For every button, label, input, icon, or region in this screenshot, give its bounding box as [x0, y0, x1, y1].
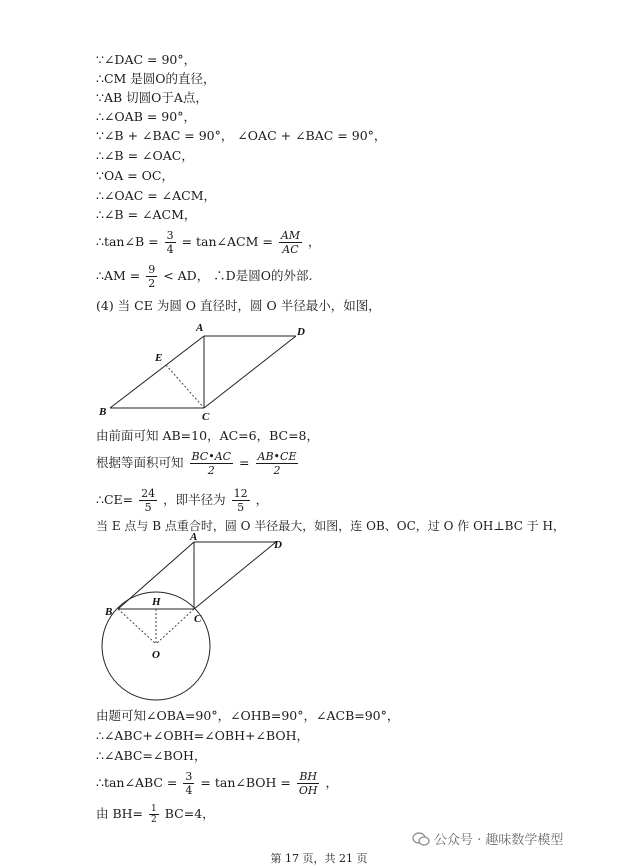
solution-line: ∵AB 切圆O于A点， — [96, 90, 208, 105]
fraction — [190, 450, 234, 477]
label-c: C — [194, 613, 202, 625]
eq-text: = tan∠ACM = — [181, 234, 273, 249]
eq-text: BC=4， — [164, 806, 215, 821]
label-b: B — [99, 406, 107, 418]
eq-text: = — [239, 455, 250, 470]
fraction — [146, 263, 157, 290]
wechat-icon — [412, 832, 430, 846]
denominator: 2 — [148, 277, 156, 290]
page-footer: 第 17 页，共 21 页 — [270, 852, 368, 865]
denominator: 2 — [207, 464, 215, 477]
numerator: BC•AC — [191, 450, 232, 463]
watermark-text: 公众号 · 趣味数学模型 — [434, 833, 564, 848]
numerator: BH — [297, 770, 320, 784]
denominator: OH — [298, 784, 318, 797]
fraction — [149, 804, 159, 825]
solution-line: ∴∠B = ∠OAC， — [96, 148, 194, 163]
figure-max-radius — [96, 532, 306, 704]
segment-ce-dashed — [166, 365, 204, 408]
denominator: 2 — [151, 815, 157, 825]
numerator: 12 — [233, 487, 248, 500]
label-e: E — [155, 352, 163, 364]
solution-line: ∴∠OAC = ∠ACM， — [96, 188, 217, 203]
solution-line: 由题可知∠OBA=90°，∠OHB=90°，∠ACB=90°， — [96, 708, 400, 723]
eq-text: 根据等面积可知 — [96, 455, 184, 470]
label-o: O — [152, 649, 160, 661]
denominator: 5 — [237, 501, 245, 514]
solution-line: ∴∠ABC=∠BOH， — [96, 748, 207, 763]
numerator: 9 — [148, 263, 156, 276]
ce-equation — [96, 487, 268, 514]
label-d: D — [274, 539, 282, 551]
area-equation — [96, 450, 300, 477]
denominator: AC — [282, 243, 299, 256]
figure-min-radius — [96, 318, 316, 424]
numerator: 24 — [141, 487, 156, 500]
eq-text: ∴tan∠B = — [96, 234, 159, 249]
fraction — [139, 487, 157, 514]
segment-ba — [110, 336, 204, 408]
label-b: B — [105, 606, 113, 618]
denominator: 2 — [273, 464, 281, 477]
bh-equation — [96, 804, 215, 825]
eq-text: ，即半径为 — [163, 492, 226, 507]
fraction — [279, 229, 302, 256]
solution-line: 当 E 点与 B 点重合时，圆 O 半径最大，如图，连 OB、OC，过 O 作 OH⊥BC 于 H， — [96, 519, 565, 533]
solution-line: ∴∠B = ∠ACM， — [96, 207, 197, 222]
numerator: 3 — [185, 770, 193, 783]
eq-text: ， — [308, 234, 321, 249]
numerator: 3 — [166, 229, 174, 242]
part-4-heading: (4) 当 CE 为圆 O 直径时，圆 O 半径最小，如图， — [96, 298, 381, 313]
eq-text: ， — [325, 775, 338, 790]
solution-line: ∵∠B + ∠BAC = 90°， ∠OAC + ∠BAC = 90°， — [96, 128, 387, 143]
label-d: D — [297, 326, 305, 338]
eq-text: = tan∠BOH = — [200, 775, 291, 790]
solution-line: ∴∠OAB = 90°， — [96, 109, 196, 124]
eq-text: ∴AM = — [96, 268, 141, 283]
solution-line: ∵OA = OC， — [96, 168, 174, 183]
segment-cd — [194, 542, 276, 609]
solution-line: ∴CM 是圆O的直径， — [96, 71, 216, 86]
tan-abc-equation — [96, 770, 338, 797]
label-c: C — [202, 411, 210, 423]
numerator: AM — [280, 229, 301, 242]
fraction — [297, 770, 320, 797]
denominator: 5 — [144, 501, 152, 514]
am-equation — [96, 263, 312, 290]
numerator: 1 — [151, 804, 157, 814]
eq-text: ∴tan∠ABC = — [96, 775, 178, 790]
eq-text: 由 BH= — [96, 806, 144, 821]
solution-line: 由前面可知 AB=10，AC=6，BC=8， — [96, 428, 319, 443]
eq-text: ， — [255, 492, 269, 507]
eq-text: < AD， ∴D是圆O的外部. — [163, 268, 313, 283]
solution-line: ∵∠DAC = 90°， — [96, 52, 197, 67]
watermark — [412, 829, 563, 848]
fraction — [232, 487, 250, 514]
label-a: A — [190, 532, 198, 543]
fraction — [256, 450, 299, 477]
denominator: 4 — [166, 243, 174, 256]
denominator: 4 — [185, 784, 193, 797]
numerator: AB•CE — [257, 450, 297, 463]
segment-cd — [204, 336, 296, 408]
fraction — [183, 770, 194, 797]
label-a: A — [196, 322, 204, 334]
segment-oc-dashed — [156, 609, 194, 644]
fraction — [165, 229, 176, 256]
tan-b-equation — [96, 229, 321, 256]
segment-ob-dashed — [118, 609, 156, 644]
solution-line: ∴∠ABC+∠OBH=∠OBH+∠BOH， — [96, 728, 310, 743]
eq-text: ∴CE= — [96, 492, 134, 507]
label-h: H — [152, 596, 161, 608]
